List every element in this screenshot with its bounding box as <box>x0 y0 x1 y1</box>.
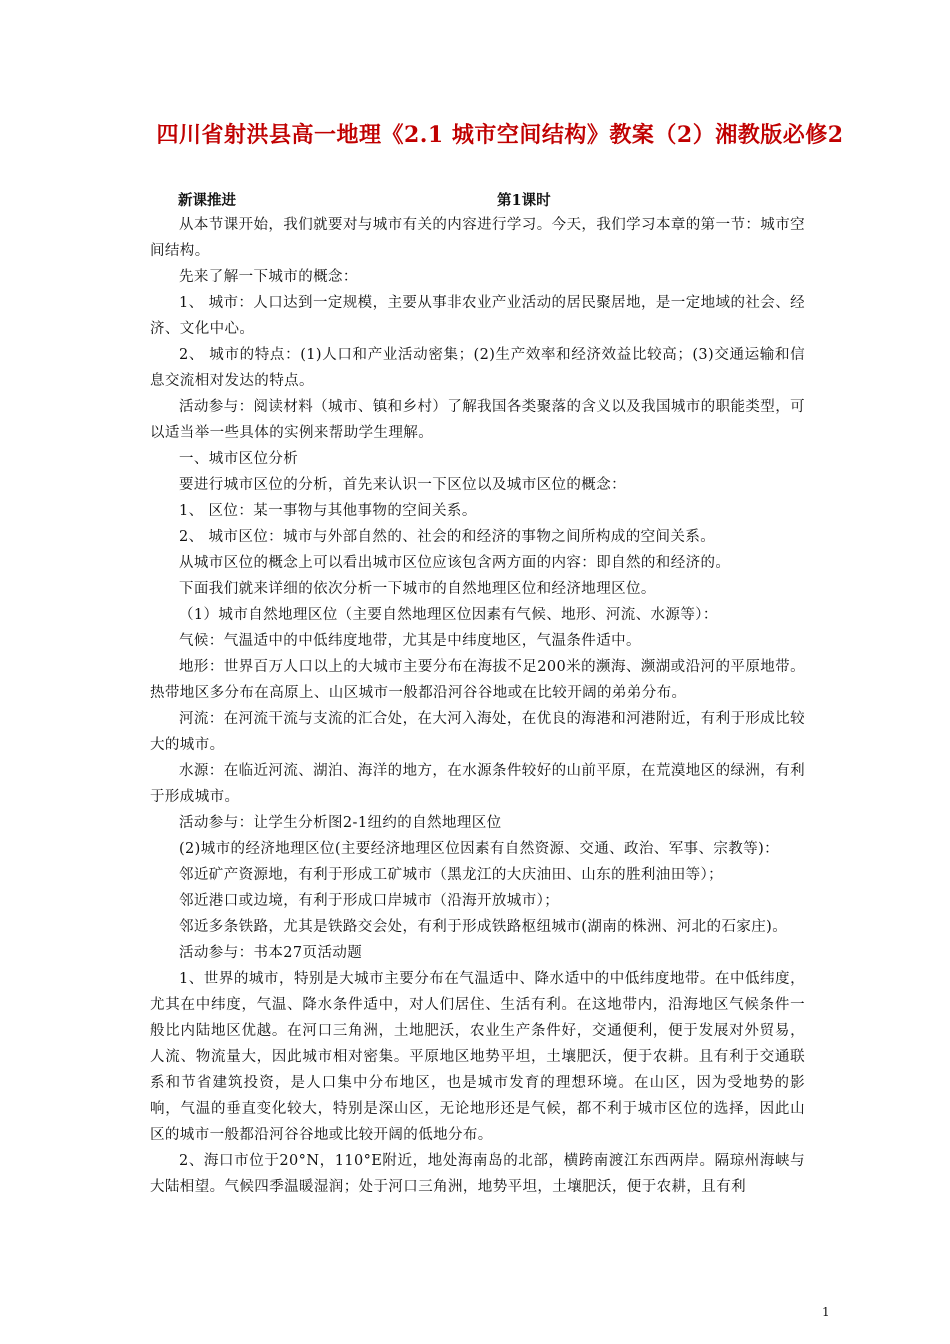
paragraph: 1、 区位：某一事物与其他事物的空间关系。 <box>179 503 477 519</box>
section-label-new-lesson: 新课推进 <box>178 192 236 209</box>
document-title: 四川省射洪县高一地理《2.1 城市空间结构》教案（2）湘教版必修2 <box>156 122 844 148</box>
paragraph: 先来了解一下城市的概念： <box>179 269 358 285</box>
paragraph: 邻近港口或边境，有利于形成口岸城市（沿海开放城市）； <box>179 893 560 909</box>
paragraph: 从本节课开始，我们就要对与城市有关的内容进行学习。今天，我们学习本章的第一节：城市空间结构。 <box>150 217 805 259</box>
paragraph: 活动参与：书本27页活动题 <box>179 945 363 961</box>
document-body <box>150 212 805 1200</box>
lesson-period-label: 第1课时 <box>497 192 551 209</box>
paragraph: (2)城市的经济地理区位(主要经济地理区位因素有自然资源、交通、政治、军事、宗教等)： <box>179 841 780 857</box>
paragraph: 河流：在河流干流与支流的汇合处，在大河入海处，在优良的海港和河港附近，有利于形成比较大的城市。 <box>150 711 805 753</box>
paragraph: 2、 城市区位：城市与外部自然的、社会的和经济的事物之间所构成的空间关系。 <box>179 529 716 545</box>
paragraph: 邻近矿产资源地，有利于形成工矿城市（黑龙江的大庆油田、山东的胜利油田等）； <box>179 867 724 883</box>
paragraph: 要进行城市区位的分析，首先来认识一下区位以及城市区位的概念： <box>179 477 626 493</box>
paragraph: 从城市区位的概念上可以看出城市区位应该包含两方面的内容：即自然的和经济的。 <box>179 555 731 571</box>
paragraph: 地形：世界百万人口以上的大城市主要分布在海拔不足200米的濒海、濒湖或沿河的平原地带。热带地区多分布在高原上、山区城市一般都沿河谷谷地或在比较开阔的弟弟分布。 <box>150 659 805 701</box>
paragraph: 1、世界的城市，特别是大城市主要分布在气温适中、降水适中的中低纬度地带。在中低纬度，尤其在中纬度，气温、降水条件适中，对人们居住、生活有利。在这地带内，沿海地区气候条件一般比内陆地区优越。在河口三角洲，土地肥沃，农业生产条件好，交通便利，便于发展对外贸易，人流、物流量大，因此城市相对密集。平原地区地势平坦，土壤肥沃，便于农耕。且有利于交通联系和节省建筑投资，是人口集中分布地区，也是城市发育的理想环境。在山区，因为受地势的影响，气温的垂直变化较大，特别是深山区，无论地形还是气候，都不利于城市区位的选择，因此山区的城市一般都沿河谷谷地或比较开阔的低地分布。 <box>150 971 805 1143</box>
paragraph: 下面我们就来详细的依次分析一下城市的自然地理区位和经济地理区位。 <box>179 581 656 597</box>
page-number: 1 <box>822 1305 830 1319</box>
paragraph: 2、 城市的特点：(1)人口和产业活动密集；(2)生产效率和经济效益比较高；(3)交通运输和信息交流相对发达的特点。 <box>150 347 805 389</box>
paragraph: 活动参与：阅读材料（城市、镇和乡村）了解我国各类聚落的含义以及我国城市的职能类型，可以适当举一些具体的实例来帮助学生理解。 <box>150 399 805 441</box>
paragraph: 1、 城市：人口达到一定规模，主要从事非农业产业活动的居民聚居地，是一定地域的社会、经济、文化中心。 <box>150 295 805 337</box>
paragraph: （1）城市自然地理区位（主要自然地理区位因素有气候、地形、河流、水源等）： <box>179 607 718 623</box>
section-heading: 一、城市区位分析 <box>179 451 299 467</box>
paragraph: 活动参与：让学生分析图2-1纽约的自然地理区位 <box>179 815 502 831</box>
paragraph: 气候：气温适中的中低纬度地带，尤其是中纬度地区，气温条件适中。 <box>179 633 641 649</box>
paragraph: 邻近多条铁路，尤其是铁路交会处，有利于形成铁路枢纽城市(湖南的株洲、河北的石家庄)。 <box>179 919 788 935</box>
paragraph: 2、海口市位于20°N，110°E附近，地处海南岛的北部，横跨南渡江东西两岸。隔琼州海峡与大陆相望。气候四季温暖湿润；处于河口三角洲，地势平坦，土壤肥沃，便于农耕，且有利 <box>150 1153 805 1195</box>
paragraph: 水源：在临近河流、湖泊、海洋的地方，在水源条件较好的山前平原，在荒漠地区的绿洲，有利于形成城市。 <box>150 763 805 805</box>
